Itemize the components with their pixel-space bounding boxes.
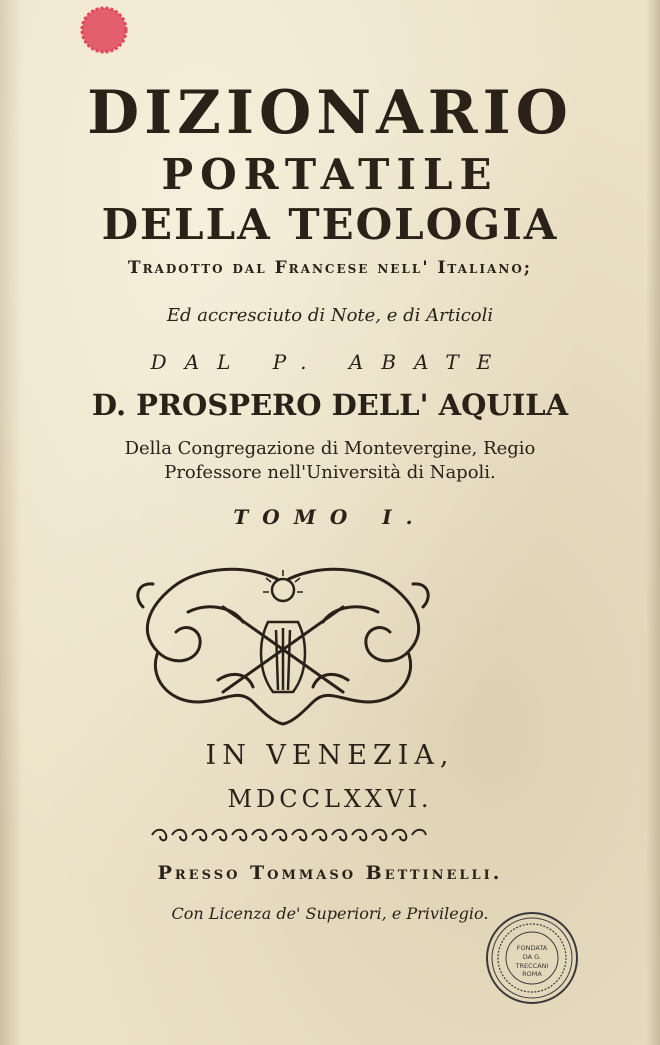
- ornamental-rule: [148, 826, 428, 844]
- volume-label: TOMO I.: [233, 505, 427, 529]
- red-library-stamp: [78, 4, 130, 56]
- svg-text:DA G.: DA G.: [522, 953, 542, 961]
- author-name: D. PROSPERO DELL' AQUILA: [91, 388, 569, 422]
- printer-line: Presso Tommaso Bettinelli.: [157, 862, 503, 884]
- affiliation-line-2: Professore nell'Università di Napoli.: [164, 462, 496, 483]
- title-line-3: DELLA TEOLOGIA: [101, 200, 559, 249]
- title-line-1: DIZIONARIO: [87, 78, 573, 148]
- svg-text:TRECCANI: TRECCANI: [515, 962, 549, 970]
- subtitle: Tradotto dal Francese nell' Italiano;: [127, 258, 533, 278]
- imprint-year: MDCCLXXVI.: [227, 785, 433, 813]
- imprint-place: IN VENEZIA,: [205, 740, 455, 771]
- by-line: DAL P. ABATE: [150, 350, 510, 374]
- license-line: Con Licenza de' Superiori, e Privilegio.: [171, 904, 489, 923]
- library-ownership-stamp: [484, 910, 580, 1006]
- title-line-2: PORTATILE: [161, 150, 499, 199]
- affiliation-line-1: Della Congregazione di Montevergine, Regio: [124, 438, 536, 459]
- ornamental-vignette: [128, 552, 438, 732]
- svg-text:FONDATA: FONDATA: [516, 944, 548, 952]
- svg-text:ROMA: ROMA: [522, 970, 542, 978]
- addition-line: Ed accresciuto di Note, e di Articoli: [166, 305, 494, 326]
